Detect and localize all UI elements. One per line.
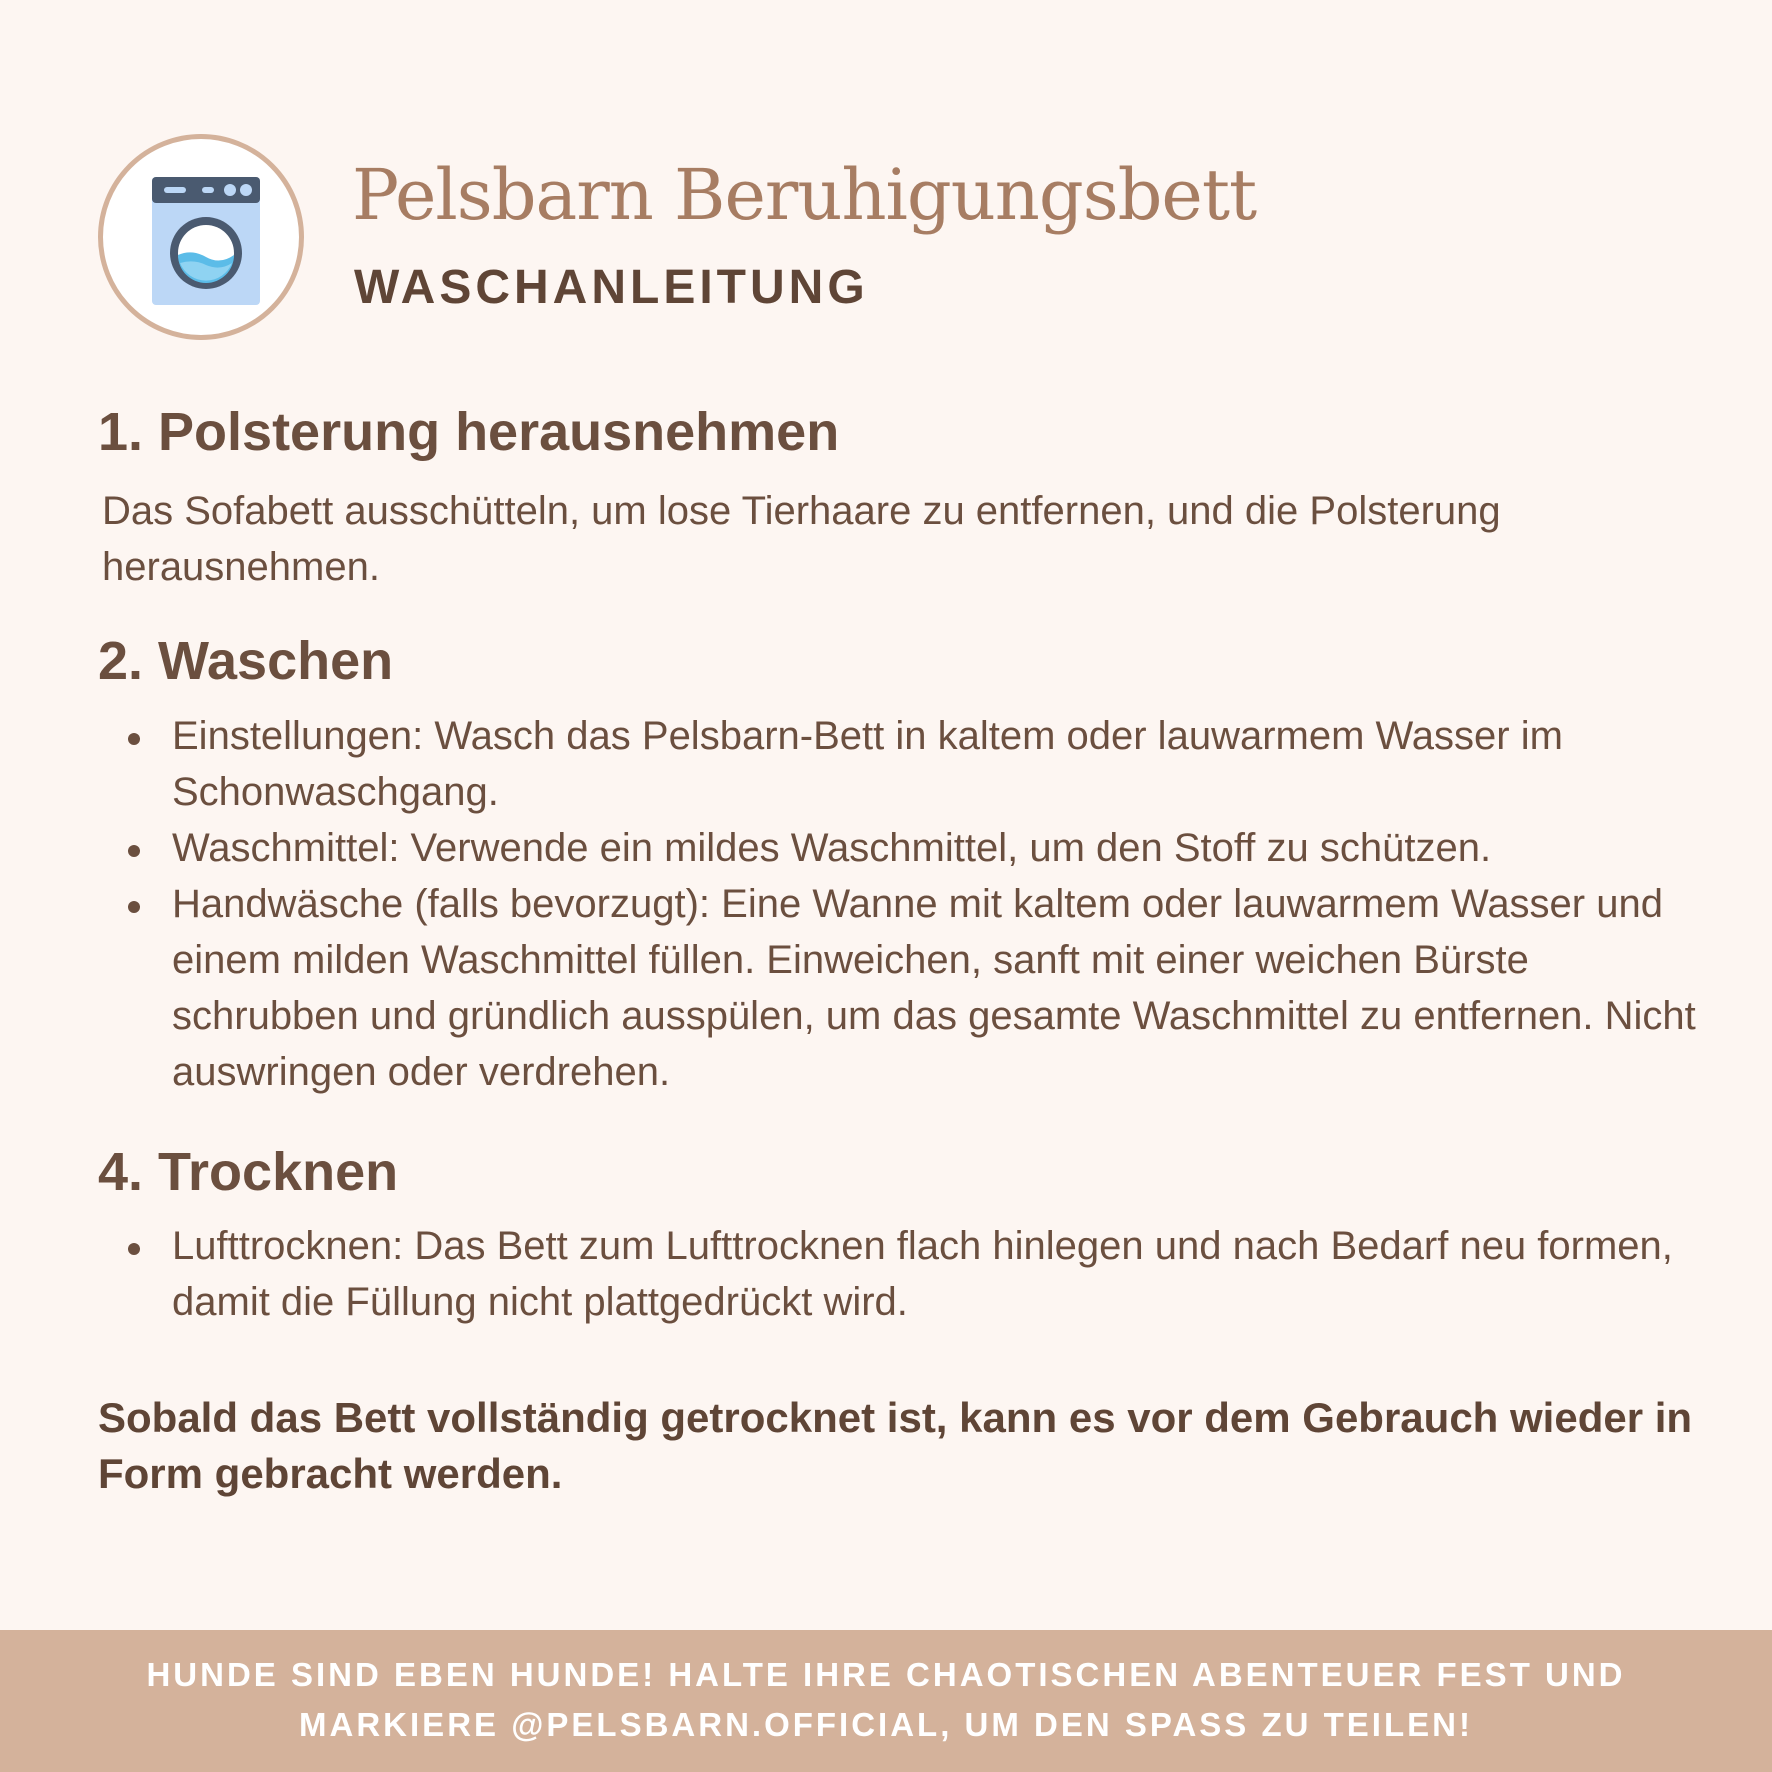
logo-badge	[98, 134, 304, 340]
section-title: 2. Waschen	[98, 630, 394, 691]
section-text: Das Sofabett ausschütteln, um lose Tierhaare zu entfernen, und die Polsterung herausnehmen.	[102, 488, 1501, 589]
washing-machine-icon	[152, 177, 260, 305]
brand-title: Pelsbarn Beruhigungsbett	[352, 154, 1257, 236]
footer-line-2: MARKIERE @PELSBARN.OFFICIAL, UM DEN SPASS ZU TEILEN!	[299, 1706, 1473, 1743]
section-drying	[98, 1140, 1708, 1331]
closing-note: Sobald das Bett vollständig getrocknet ist, kann es vor dem Gebrauch wieder in Form gebracht werden.	[98, 1394, 1693, 1498]
footer-line-1: HUNDE SIND EBEN HUNDE! HALTE IHRE CHAOTISCHEN ABENTEUER FEST UND	[146, 1656, 1626, 1693]
section-washing	[98, 629, 1708, 1100]
list-item: Lufttrocknen: Das Bett zum Lufttrocknen flach hinlegen und nach Bedarf neu formen, damit die Füllung nicht plattgedrückt wird.	[172, 1218, 1708, 1330]
list-item: Waschmittel: Verwende ein mildes Waschmittel, um den Stoff zu schützen.	[172, 820, 1708, 876]
instructions	[98, 400, 1708, 1502]
bullet-list	[98, 1218, 1708, 1330]
page-subtitle: WASCHANLEITUNG	[354, 261, 869, 314]
footer-banner	[0, 1630, 1772, 1772]
section-title: 4. Trocknen	[98, 1141, 399, 1202]
section-remove-padding	[98, 400, 1708, 595]
section-title: 1. Polsterung herausnehmen	[98, 402, 840, 462]
list-item: Handwäsche (falls bevorzugt): Eine Wanne mit kaltem oder lauwarmem Wasser und einem milden Waschmittel füllen. Einweichen, sanft mit einer weichen Bürste schrubben und gründlich ausspülen, um das gesamte Waschmittel zu entfernen. Nicht auswringen oder verdrehen.	[172, 876, 1708, 1100]
bullet-list	[98, 708, 1708, 1100]
list-item: Einstellungen: Wasch das Pelsbarn-Bett in kaltem oder lauwarmem Wasser im Schonwaschgang.	[172, 708, 1708, 820]
header	[98, 134, 1598, 350]
